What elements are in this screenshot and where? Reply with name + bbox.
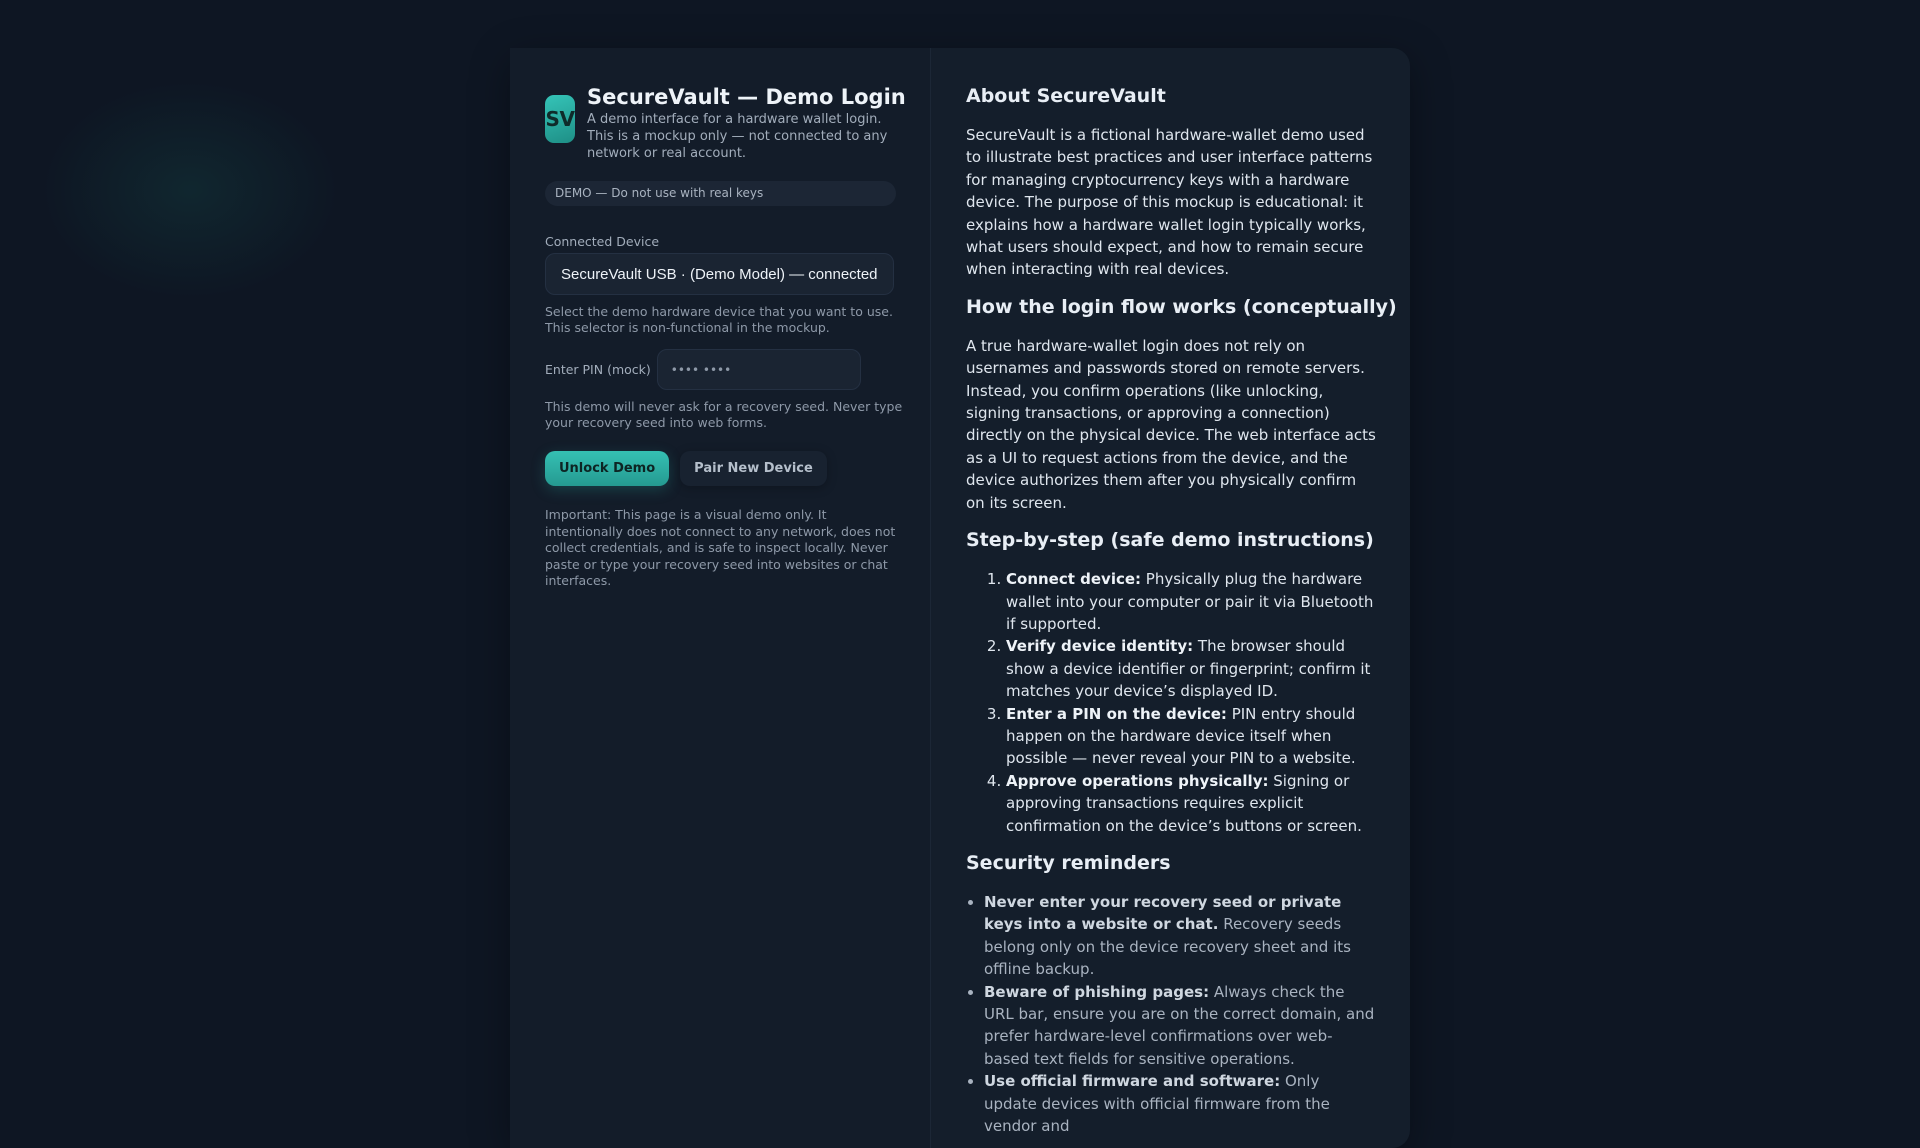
page-subtitle: A demo interface for a hardware wallet login. This is a mockup only — not connected to any network or real account. [587, 112, 888, 161]
reminder-title: Use official firmware and software: [984, 1072, 1281, 1091]
pair-new-device-button[interactable]: Pair New Device [680, 451, 827, 486]
background-glow [40, 80, 340, 300]
flow-body: A true hardware-wallet login does not rely on usernames and passwords stored on remote servers. Instead, you confirm operations (like unlocking, signing transactions, or approving a connection) directly on the physical device. The web interface acts as a UI to request actions from the device, and the device authorizes them after you physically confirm on its screen. [966, 336, 1376, 512]
step-text: Signing or approving transactions requires explicit confirmation on the device’s buttons or screen. [1006, 771, 1362, 835]
step-text: PIN entry should happen on the hardware device itself when possible — never reveal your PIN to a website. [1006, 704, 1356, 768]
step-item [1006, 703, 1376, 770]
login-card [510, 48, 1410, 1148]
about-body: SecureVault is a fictional hardware-wallet demo used to illustrate best practices and user interface patterns for managing cryptocurrency keys with a hardware device. The purpose of this mockup is educational: it explains how a hardware wallet login typically works, what users should expect, and how to remain secure when interacting with real devices. [966, 126, 1373, 279]
action-buttons [545, 451, 896, 486]
reminder-title: Beware of phishing pages: [984, 982, 1210, 1001]
unlock-demo-button[interactable]: Unlock Demo [545, 451, 669, 486]
reminders-list [966, 891, 1376, 1137]
pin-value: •••• •••• [670, 362, 732, 377]
pin-help: This demo will never ask for a recovery seed. Never type your recovery seed into web forms. [545, 399, 903, 430]
step-title: Verify device identity: [1006, 637, 1194, 656]
reminder-text: Only update devices with official firmware from the vendor and [984, 1072, 1330, 1136]
reminder-item [984, 1070, 1376, 1137]
reminder-text: Always check the URL bar, ensure you are on the correct domain, and prefer hardware-level confirmations over web-based text fields for sensitive operations. [984, 982, 1375, 1068]
brand-text [587, 84, 907, 162]
page-title: SecureVault — Demo Login [587, 85, 906, 109]
flow-heading: How the login flow works (conceptually) [966, 295, 1397, 318]
step-text: The browser should show a device identifier or fingerprint; confirm it matches your device’s displayed ID. [1006, 637, 1371, 701]
important-notice: Important: This page is a visual demo only. It intentionally does not connect to any network, does not collect credentials, and is safe to inspect locally. Never paste or type your recovery seed into websites or chat interfaces. [545, 507, 896, 588]
steps-heading: Step-by-step (safe demo instructions) [966, 529, 1374, 552]
device-label: Connected Device [545, 234, 660, 249]
step-text: Physically plug the hardware wallet into your computer or pair it via Bluetooth if supported. [1006, 570, 1374, 633]
step-title: Enter a PIN on the device: [1006, 704, 1227, 723]
reminder-item [984, 891, 1376, 981]
reminders-heading: Security reminders [966, 851, 1171, 874]
reminder-text: Recovery seeds belong only on the device recovery sheet and its offline backup. [984, 915, 1351, 979]
pin-input[interactable] [657, 349, 861, 390]
pin-row [545, 349, 896, 390]
device-help: Select the demo hardware device that you want to use. This selector is non-functional in the mockup. [545, 304, 893, 335]
step-item [1006, 568, 1376, 635]
login-panel [510, 48, 931, 1148]
pin-label: Enter PIN (mock) [545, 362, 651, 377]
securevault-logo-icon: SV [545, 95, 575, 143]
reminder-title: Never enter your recovery seed or private keys into a website or chat. [984, 892, 1342, 934]
step-title: Approve operations physically: [1006, 771, 1269, 790]
brand-header [545, 84, 906, 162]
step-item [1006, 770, 1376, 837]
info-panel [931, 48, 1431, 1148]
steps-list [966, 568, 1376, 837]
demo-badge: DEMO — Do not use with real keys [545, 181, 896, 206]
reminder-item [984, 981, 1376, 1071]
step-title: Connect device: [1006, 570, 1142, 589]
about-heading: About SecureVault [966, 85, 1166, 107]
step-item [1006, 635, 1376, 702]
device-select[interactable]: SecureVault USB · (Demo Model) — connected [545, 253, 894, 295]
